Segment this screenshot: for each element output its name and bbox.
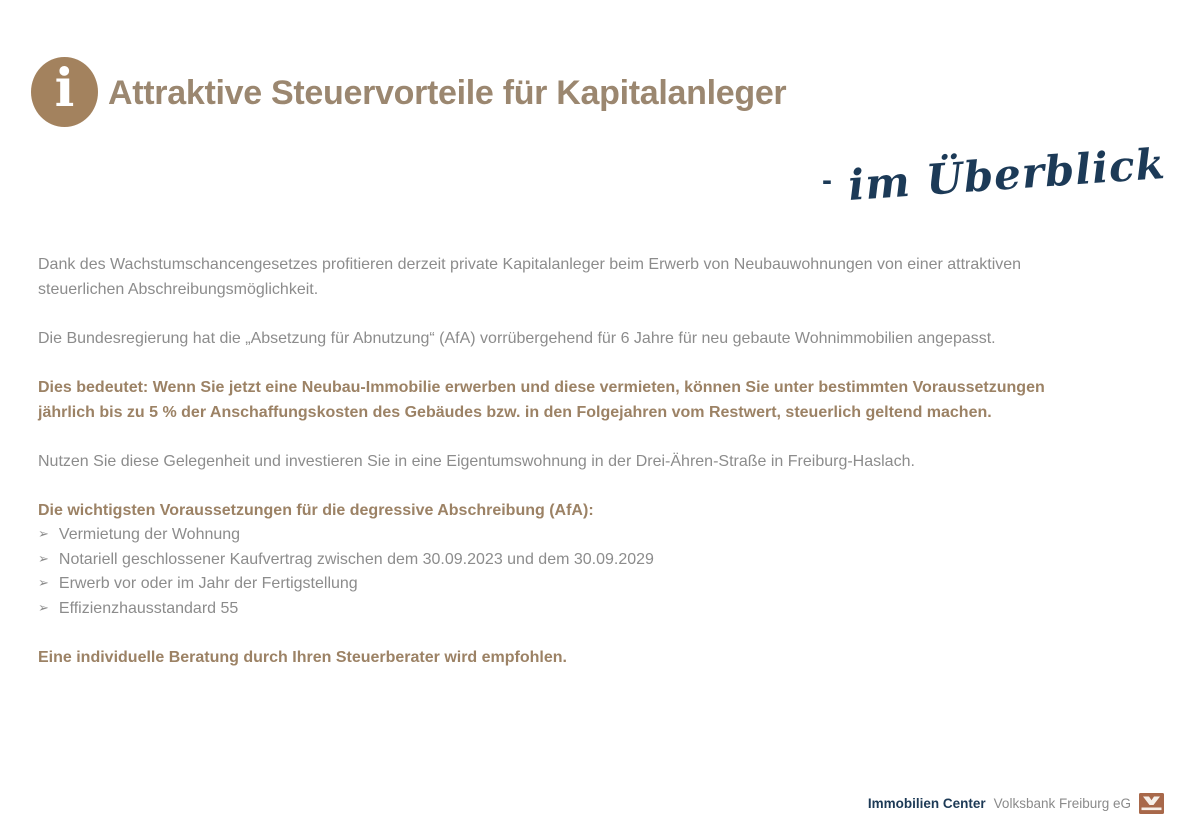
- content: [38, 252, 1100, 694]
- paragraph-afa: Die Bundesregierung hat die „Absetzung für Abnutzung“ (AfA) vorrübergehend für 6 Jahre für neu gebaute Wohnimmobilien angepasst.: [38, 330, 996, 347]
- paragraph-call-to-action: Nutzen Sie diese Gelegenheit und investieren Sie in eine Eigentumswohnung in der Drei-Ähren-Straße in Freiburg-Haslach.: [38, 453, 915, 470]
- page-title: Attraktive Steuervorteile für Kapitalanleger: [108, 74, 787, 112]
- list-item-label: Erwerb vor oder im Jahr der Fertigstellung: [58, 575, 358, 592]
- arrow-bullet-icon: ➢: [38, 550, 49, 566]
- volksbank-logo-icon: [1139, 793, 1164, 814]
- list-item: [38, 548, 1100, 573]
- list-item-label: Notariell geschlossener Kaufvertrag zwischen dem 30.09.2023 und dem 30.09.2029: [58, 550, 654, 568]
- arrow-bullet-icon: ➢: [38, 526, 49, 541]
- requirements-list: [38, 523, 1100, 621]
- footer-immobilien-center: Immobilien Center: [867, 796, 986, 811]
- list-item-label: Effizienzhausstandard 55: [58, 599, 239, 617]
- info-icon-glyph: i: [54, 58, 75, 119]
- subtitle-dash: -: [822, 163, 832, 197]
- info-icon: [31, 57, 98, 127]
- arrow-bullet-icon: ➢: [38, 575, 49, 590]
- paragraph-highlight: Dies bedeutet: Wenn Sie jetzt eine Neubau-Immobilie erwerben und diese vermieten, können Sie unter bestimmten Voraussetzungen jährlich bis zu 5 % der Anschaffungskosten des Gebäudes bzw. in den Folgejahren vom Restwert, steuerlich geltend machen.: [38, 379, 1045, 421]
- footer-volksbank-name: Volksbank Freiburg eG: [993, 796, 1131, 811]
- list-item: [38, 572, 1100, 597]
- closing-note: Eine individuelle Beratung durch Ihren Steuerberater wird empfohlen.: [38, 649, 567, 666]
- list-item-label: Vermietung der Wohnung: [58, 526, 241, 543]
- subtitle-handwritten: [822, 138, 1168, 211]
- subtitle-text: im Überblick: [846, 138, 1168, 211]
- arrow-bullet-icon: ➢: [38, 599, 49, 615]
- paragraph-intro: Dank des Wachstumschancengesetzes profitieren derzeit private Kapitalanleger beim Erwerb von Neubauwohnungen von einer attraktiven steuerlichen Abschreibungsmöglichkeit.: [38, 256, 1022, 298]
- list-item: [38, 597, 1100, 622]
- requirements-heading: Die wichtigsten Voraussetzungen für die degressive Abschreibung (AfA):: [38, 502, 594, 519]
- list-item: [38, 523, 1100, 548]
- footer-brand: [868, 793, 1164, 814]
